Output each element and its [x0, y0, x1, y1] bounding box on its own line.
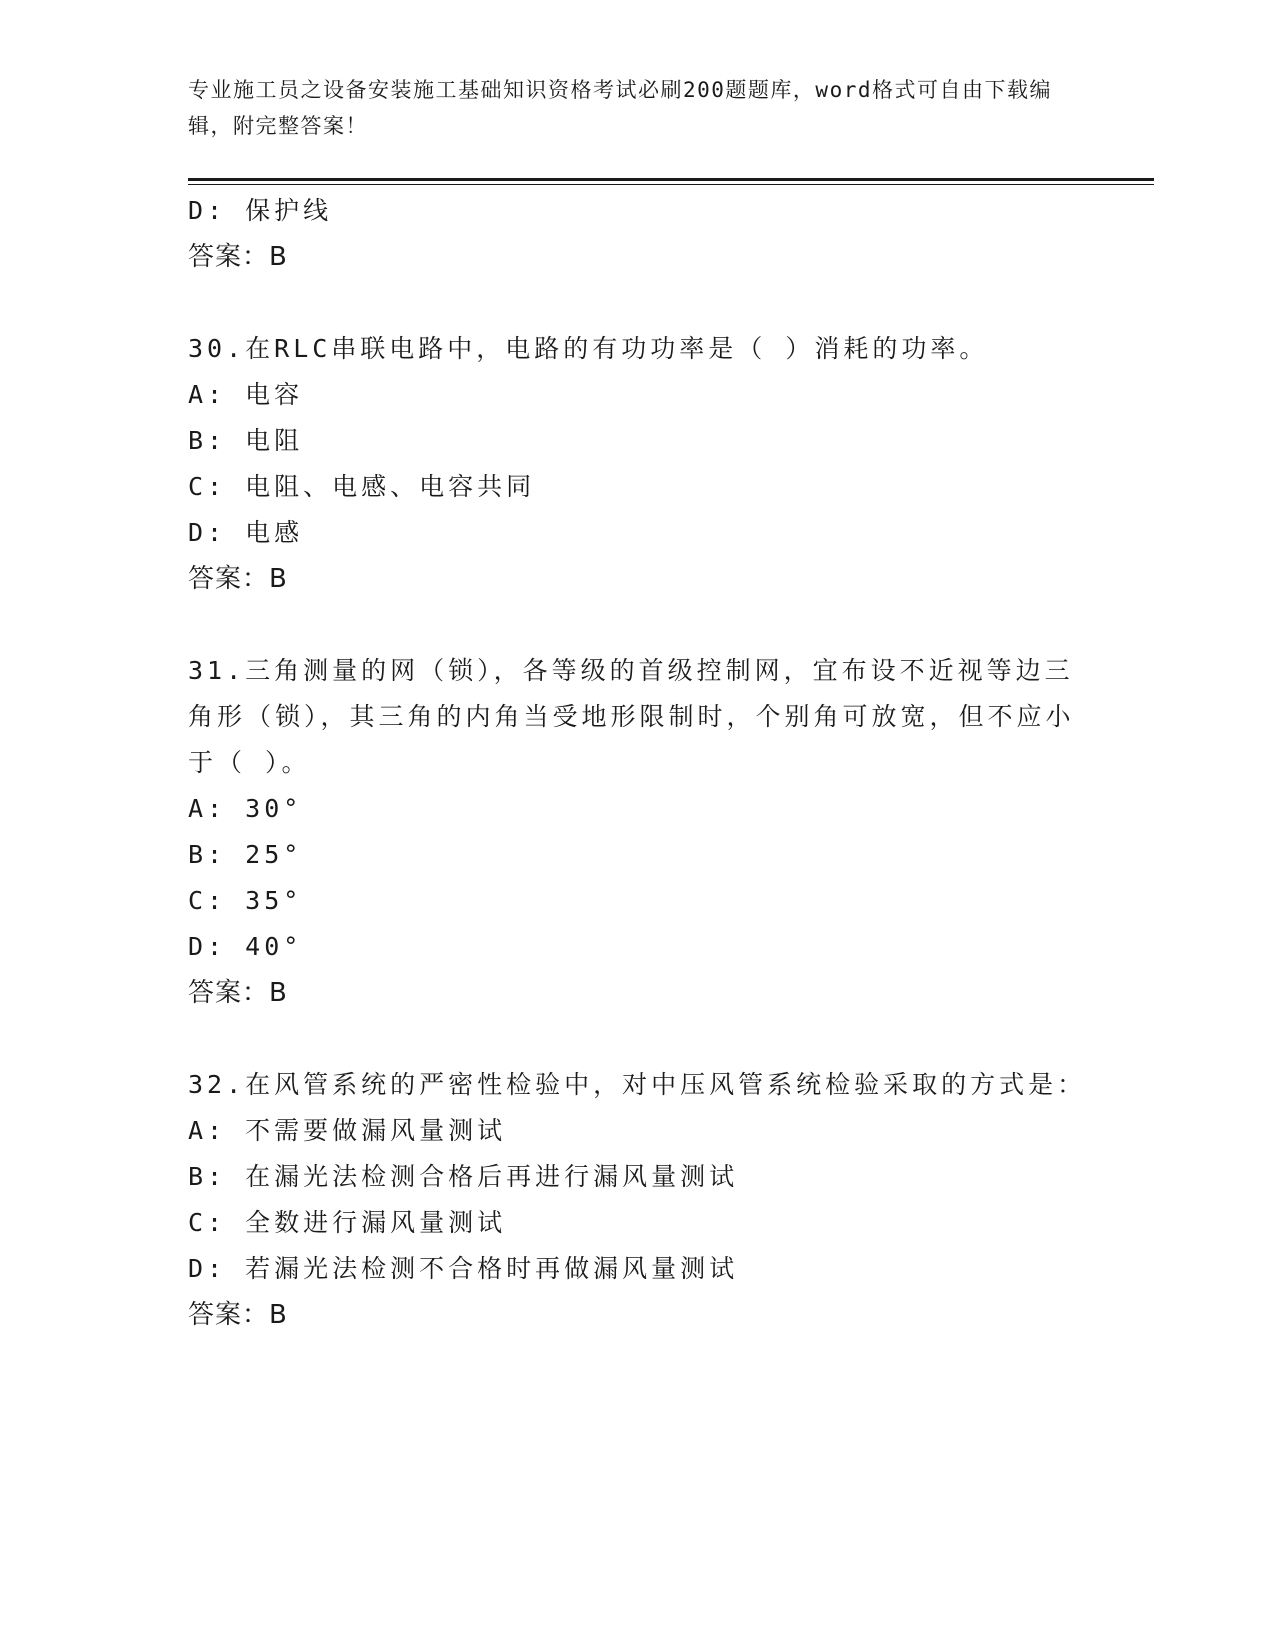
option-d: D: 电感 [188, 518, 304, 547]
spacer [188, 1016, 1088, 1062]
spacer [188, 280, 1088, 326]
option-b: B: 在漏光法检测合格后再进行漏风量测试 [188, 1162, 739, 1191]
option-d: D: 40° [188, 932, 303, 961]
option-a: A: 电容 [188, 380, 304, 409]
header-rule-thin [188, 184, 1154, 185]
answer-line: 答案：B [188, 1300, 288, 1330]
question-30 [188, 326, 1088, 602]
header-rule-thick [188, 178, 1154, 181]
answer-line: 答案：B [188, 978, 288, 1008]
option-d: D: 保护线 [188, 196, 333, 225]
question-text: 32.在风管系统的严密性检验中，对中压风管系统检验采取的方式是： [188, 1070, 1087, 1099]
continued-question [188, 188, 1088, 280]
question-text: 31.三角测量的网（锁），各等级的首级控制网，宜布设不近视等边三角形（锁），其三角的内角当受地形限制时，个别角可放宽，但不应小于（ ）。 [188, 656, 1075, 777]
spacer [188, 602, 1088, 648]
document-body [188, 188, 1088, 1338]
answer-line: 答案：B [188, 242, 288, 272]
question-text: 30.在RLC串联电路中，电路的有功功率是（ ）消耗的功率。 [188, 334, 989, 363]
option-a: A: 不需要做漏风量测试 [188, 1116, 507, 1145]
answer-line: 答案：B [188, 564, 288, 594]
question-31 [188, 648, 1088, 1016]
option-a: A: 30° [188, 794, 303, 823]
option-c: C: 全数进行漏风量测试 [188, 1208, 507, 1237]
question-32 [188, 1062, 1088, 1338]
option-d: D: 若漏光法检测不合格时再做漏风量测试 [188, 1254, 739, 1283]
option-b: B: 电阻 [188, 426, 304, 455]
header-title: 专业施工员之设备安装施工基础知识资格考试必刷200题题库，word格式可自由下载编辑，附完整答案！ [188, 78, 1052, 138]
page-header [188, 72, 1068, 144]
option-c: C: 35° [188, 886, 303, 915]
option-b: B: 25° [188, 840, 303, 869]
option-c: C: 电阻、电感、电容共同 [188, 472, 536, 501]
